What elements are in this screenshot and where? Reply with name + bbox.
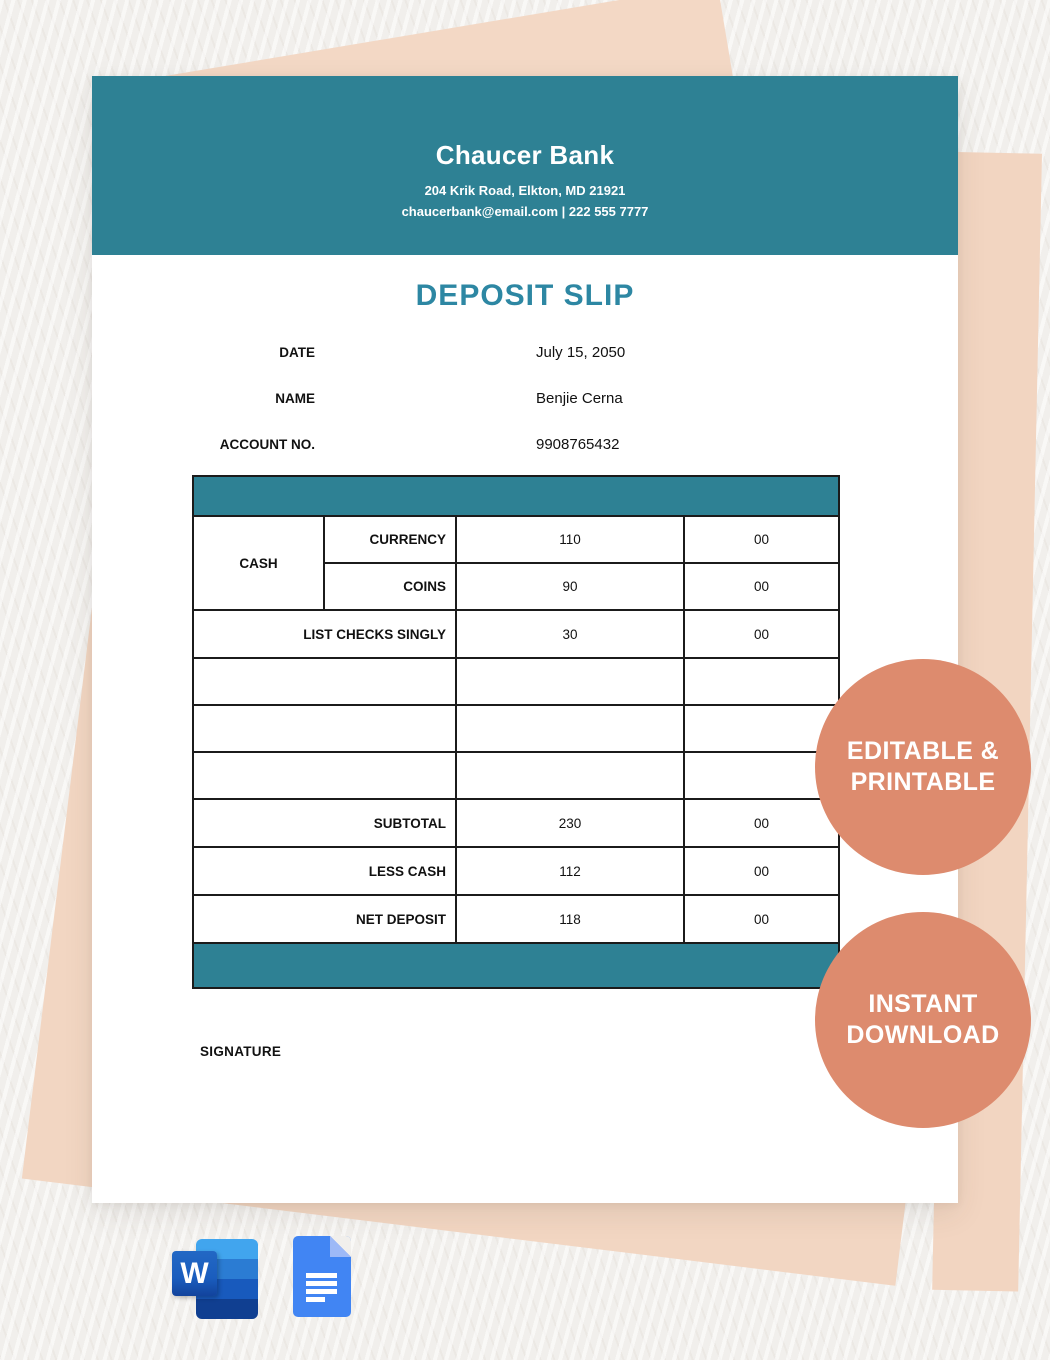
bank-contact: chaucerbank@email.com | 222 555 7777 xyxy=(401,204,649,219)
checks-amount-cell: 30 xyxy=(456,610,684,658)
deposit-table xyxy=(192,475,840,989)
badge-line: INSTANT xyxy=(868,990,978,1018)
table-row xyxy=(193,516,839,563)
text-line xyxy=(306,1273,337,1278)
empty-amount-cell xyxy=(456,705,684,752)
table-row xyxy=(193,610,839,658)
bank-name: Chaucer Bank xyxy=(435,140,615,170)
text-line xyxy=(306,1289,337,1294)
page-title: DEPOSIT SLIP xyxy=(415,279,635,312)
field-date-label: DATE xyxy=(279,345,315,360)
currency-cents-cell: 00 xyxy=(684,516,839,563)
net-deposit-amount-cell: 118 xyxy=(456,895,684,943)
empty-amount-cell xyxy=(456,752,684,799)
net-deposit-label-cell: NET DEPOSIT xyxy=(193,895,456,943)
field-date-value: July 15, 2050 xyxy=(536,344,626,361)
slip-fields xyxy=(92,331,958,469)
bank-header-band xyxy=(92,76,958,255)
badge-line: DOWNLOAD xyxy=(846,1021,1000,1049)
empty-label-cell xyxy=(193,752,456,799)
net-deposit-cents-cell: 00 xyxy=(684,895,839,943)
table-row xyxy=(193,752,839,799)
subtotal-cents-cell: 00 xyxy=(684,799,839,847)
field-account-no xyxy=(92,423,958,469)
text-line xyxy=(306,1297,325,1302)
signature-label: SIGNATURE xyxy=(200,1044,282,1059)
coins-label-cell: COINS xyxy=(324,563,456,610)
table-footer-bar xyxy=(193,943,839,988)
text-line xyxy=(306,1281,337,1286)
google-docs-icon[interactable] xyxy=(293,1236,351,1317)
instant-download-badge xyxy=(815,912,1031,1128)
empty-label-cell xyxy=(193,658,456,705)
bank-address: 204 Krik Road, Elkton, MD 21921 xyxy=(424,183,626,198)
field-date xyxy=(92,331,958,377)
microsoft-word-icon[interactable] xyxy=(172,1238,258,1320)
field-account-no-label: ACCOUNT NO. xyxy=(219,437,315,452)
field-name-label: NAME xyxy=(275,391,315,406)
field-account-no-value: 9908765432 xyxy=(536,436,620,453)
folded-corner xyxy=(330,1236,351,1257)
subtotal-label-cell: SUBTOTAL xyxy=(193,799,456,847)
empty-amount-cell xyxy=(456,658,684,705)
empty-cents-cell xyxy=(684,658,839,705)
checks-cents-cell: 00 xyxy=(684,610,839,658)
empty-cents-cell xyxy=(684,705,839,752)
table-row xyxy=(193,658,839,705)
table-row xyxy=(193,705,839,752)
less-cash-label-cell: LESS CASH xyxy=(193,847,456,895)
checks-label-cell: LIST CHECKS SINGLY xyxy=(193,610,456,658)
less-cash-cents-cell: 00 xyxy=(684,847,839,895)
table-header-bar xyxy=(193,476,839,516)
empty-label-cell xyxy=(193,705,456,752)
currency-amount-cell: 110 xyxy=(456,516,684,563)
field-name-value: Benjie Cerna xyxy=(536,390,623,407)
cash-group-cell: CASH xyxy=(193,516,324,610)
badge-line: PRINTABLE xyxy=(850,768,996,796)
currency-label-cell: CURRENCY xyxy=(324,516,456,563)
table-row xyxy=(193,847,839,895)
coins-amount-cell: 90 xyxy=(456,563,684,610)
editable-printable-badge xyxy=(815,659,1031,875)
less-cash-amount-cell: 112 xyxy=(456,847,684,895)
subtotal-amount-cell: 230 xyxy=(456,799,684,847)
table-row xyxy=(193,895,839,943)
badge-line: EDITABLE & xyxy=(846,737,1000,765)
word-letter-tile: W xyxy=(172,1251,217,1296)
coins-cents-cell: 00 xyxy=(684,563,839,610)
table-row xyxy=(193,799,839,847)
field-name xyxy=(92,377,958,423)
